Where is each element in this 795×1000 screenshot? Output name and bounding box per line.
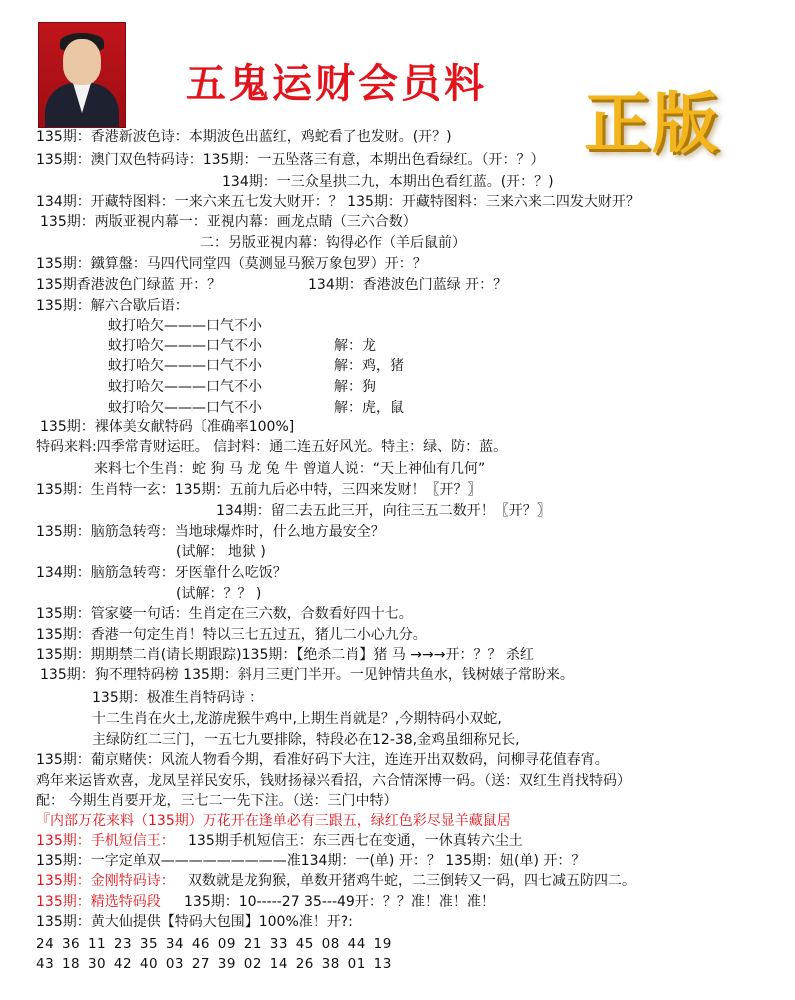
text-line: 135期：生肖特一玄：135期：五前九后必中特，三四来发财！〖开？〗 bbox=[36, 482, 482, 498]
text-line: 135期：葡京赌侠：风流人物看今期，看准好码下大注，连连开出双数码，问柳寻花值春宵。 bbox=[36, 752, 609, 768]
text-line: 蚊打哈欠———口气不小 bbox=[108, 358, 262, 374]
text-line: 135期：管家婆一句话：生肖定在三六数，合数看好四十七。 bbox=[36, 606, 413, 622]
text-line: 135期：极准生肖特码诗 ： bbox=[92, 690, 264, 706]
text-line: 135期：两版亚視内幕一：亚視内幕：画龙点睛（三六合数） bbox=[40, 214, 417, 230]
text-line: 135期：狗不理特码榜 135期：斜月三更门半开。一见钟情共鱼水，钱树婊子常盼来。 bbox=[40, 667, 574, 683]
text-line: 135期：10-----27 35---49开：？？准！准！准！ bbox=[184, 894, 495, 910]
portrait-photo bbox=[38, 22, 126, 128]
text-line: 来料七个生肖：蛇 狗 马 龙 兔 牛 曾道人说：“天上神仙有几何” bbox=[94, 461, 486, 477]
text-line: 蚊打哈欠———口气不小 bbox=[108, 379, 262, 395]
text-line: (试解： 地狱 ) bbox=[176, 544, 266, 560]
text-line: 135期：黄大仙提供【特码大包围】100%准！开?: bbox=[36, 914, 353, 930]
text-line: 134期：开藏特图料：一来六来五七发大财开：？ 135期：开藏特图料：三来六来二四发大财开？ bbox=[36, 194, 640, 210]
text-line: 蚊打哈欠———口气不小 bbox=[108, 400, 262, 416]
text-line: 135期：解六合歇后语： bbox=[36, 298, 189, 314]
text-line-label: 135期：金刚特码诗： bbox=[36, 873, 175, 889]
text-line: 135期：香港新波色诗：本期波色出蓝红，鸡蛇看了也发财。(开？) bbox=[36, 129, 452, 145]
text-line: 双数就是龙狗猴，单数开猪鸡牛蛇，二三倒转又一码，四七减五防四二。 bbox=[188, 873, 636, 889]
text-line: 解：鸡，猪 bbox=[334, 358, 404, 374]
text-line: 135期：澳门双色特码诗：135期：一五坠落三有意，本期出色看绿红。（开：？） bbox=[36, 152, 545, 168]
text-line-label: 135期：手机短信王： bbox=[36, 833, 175, 849]
text-line: 『内部万花来料（135期）万花开在逢单必有三跟五，绿红色彩尽显羊藏鼠居 bbox=[36, 813, 511, 829]
text-line: 135期香港波色门绿蓝 开：？ bbox=[36, 277, 222, 293]
text-line: 134期：留二去五此三开，向往三五二数开！〖开？〗 bbox=[216, 503, 551, 519]
text-line: 135期：鐵算盤：马四代同堂四（莫测显马猴万象包罗）开：？ bbox=[36, 256, 427, 272]
text-line: (试解：？？ ) bbox=[176, 586, 262, 602]
text-line: 主绿防红二三门，一五七九要排除，特段必在12-38,金鸡虽细称兄长, bbox=[92, 732, 520, 748]
text-line: 135期手机短信王：东三西七在变通，一休真转六尘土 bbox=[188, 833, 523, 849]
text-line: 二：另版亚視内幕：钩得必作（羊后鼠前） bbox=[200, 235, 466, 251]
text-line: 解：龙 bbox=[334, 338, 376, 354]
text-line: 蚊打哈欠———口气不小 bbox=[108, 338, 262, 354]
text-line: 特码来料:四季常青财运旺。 信封料：通二连五好风光。特主：绿、防：蓝。 bbox=[36, 439, 508, 455]
text-line: 蚊打哈欠———口气不小 bbox=[108, 318, 262, 334]
text-line: 解：狗 bbox=[334, 379, 376, 395]
genuine-stamp: 正版 bbox=[584, 84, 720, 162]
page-title: 五鬼运财会员料 bbox=[186, 60, 487, 107]
text-line: 鸡年来运皆欢喜，龙凤呈祥民安乐，钱财扬禄兴看招，六合情深博一码。（送：双红生肖找特码） bbox=[36, 773, 631, 789]
text-line: 135期：裸体美女献特码〔准确率100%] bbox=[40, 419, 295, 435]
text-line: 配： 今期生肖要开龙，三七二一先下注。（送：三门中特） bbox=[36, 793, 398, 809]
text-line-label: 135期：精选特码段 bbox=[36, 894, 161, 910]
text-line: 135期：期期禁二肖(请长期跟踪)135期：【绝杀二肖】猪 马 →→→开：？？ 杀红 bbox=[36, 647, 534, 663]
text-line: 解：虎，鼠 bbox=[334, 400, 404, 416]
number-row: 43 18 30 42 40 03 27 39 02 14 26 38 01 13 bbox=[36, 956, 392, 972]
text-line: 135期：一字定单双—————————准134期：一(单) 开：？ 135期：妞(单) 开：？ bbox=[36, 853, 586, 869]
text-line: 十二生肖在火土,龙游虎猴牛鸡中,上期生肖就是？,今期特码小双蛇, bbox=[92, 711, 502, 727]
text-line: 135期：脑筋急转弯：当地球爆炸时，什么地方最安全？ bbox=[36, 524, 385, 540]
text-line: 134期：香港波色门蓝绿 开：？ bbox=[308, 277, 508, 293]
text-line: 134期：一三众星拱二九，本期出色看红蓝。(开：？) bbox=[222, 174, 554, 190]
number-row: 24 36 11 23 35 34 46 09 21 33 45 08 44 19 bbox=[36, 936, 392, 952]
text-line: 134期：脑筋急转弯：牙医靠什么吃饭？ bbox=[36, 565, 287, 581]
text-line: 135期：香港一句定生肖！特以三七五过五，猪儿二小心九分。 bbox=[36, 627, 427, 643]
